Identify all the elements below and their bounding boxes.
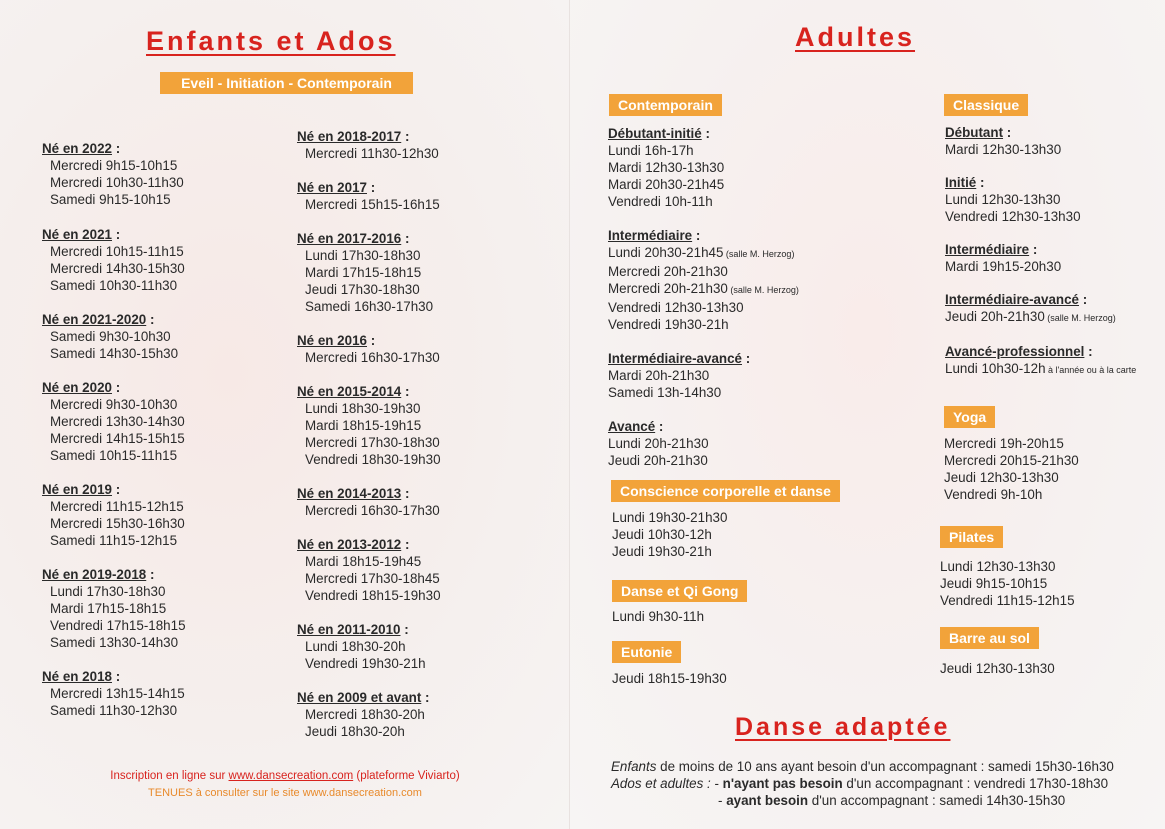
age-group: [42, 311, 178, 362]
class-time: Vendredi 9h-10h: [944, 487, 1043, 502]
registration-suffix: (plateforme Viviarto): [353, 770, 460, 782]
age-group-heading: Né en 2021 :: [42, 227, 121, 242]
level-heading: Débutant-initié :: [608, 126, 710, 141]
class-time: Lundi 12h30-13h30: [945, 192, 1061, 207]
adapted-children-text: de moins de 10 ans ayant besoin d'un accompagnant : samedi 15h30-16h30: [656, 759, 1114, 774]
class-time: Mercredi 15h15-16h15: [305, 197, 440, 212]
adults-title: Adultes: [795, 22, 916, 52]
yoga-schedule: [944, 435, 1079, 503]
tag-conscience: Conscience corporelle et danse: [611, 480, 840, 502]
class-time: Jeudi 18h15-19h30: [612, 671, 727, 686]
level-heading: Avancé :: [608, 419, 664, 434]
class-time: Jeudi 20h-21h30 (salle M. Herzog): [945, 309, 1116, 324]
class-time: Jeudi 10h30-12h: [612, 527, 712, 542]
age-group-label: Né en 2021-2020: [42, 312, 147, 327]
age-group-label: Né en 2019: [42, 482, 112, 497]
age-group: [297, 383, 441, 468]
level-label: Débutant: [945, 125, 1004, 140]
outfit-note: TENUES à consulter sur le site www.dansecreation.com: [148, 787, 422, 799]
class-time: Mardi 17h15-18h15: [50, 601, 167, 616]
conscience-schedule: [612, 509, 727, 560]
age-group-heading: Né en 2011-2010 :: [297, 622, 409, 637]
age-group-heading: Né en 2009 et avant :: [297, 690, 430, 705]
age-group-label: Né en 2016: [297, 333, 367, 348]
qigong-schedule: [612, 608, 704, 625]
class-time: Mardi 17h15-18h15: [305, 265, 422, 280]
registration-note: [0, 770, 570, 782]
class-time: Lundi 9h30-11h: [612, 609, 705, 624]
level-label: Intermédiaire: [608, 228, 693, 243]
class-time: Vendredi 12h30-13h30: [608, 300, 744, 315]
class-time: Samedi 10h30-11h30: [50, 278, 178, 293]
class-time: Mercredi 17h30-18h30: [305, 435, 440, 450]
age-group: [42, 481, 185, 549]
age-group-heading: Né en 2018 :: [42, 669, 121, 684]
age-group-heading: Né en 2014-2013 :: [297, 486, 410, 501]
level-heading: Initié :: [945, 175, 985, 190]
age-group-label: Né en 2009 et avant: [297, 690, 422, 705]
adapted-line-teens-no-helper: [611, 775, 1108, 792]
barre-schedule: [940, 660, 1055, 677]
age-group-heading: Né en 2018-2017 :: [297, 129, 410, 144]
class-time: Jeudi 19h30-21h: [612, 544, 712, 559]
age-group: [297, 128, 439, 162]
class-time: Mercredi 13h30-14h30: [50, 414, 185, 429]
level-label: Avancé: [608, 419, 656, 434]
level-label: Initié: [945, 175, 977, 190]
level-group: [945, 343, 1136, 379]
class-time: Mardi 18h15-19h15: [305, 418, 422, 433]
eutonie-schedule: [612, 670, 727, 687]
class-time: Mercredi 13h15-14h15: [50, 686, 185, 701]
age-group-label: Né en 2014-2013: [297, 486, 402, 501]
level-group: [945, 241, 1136, 275]
age-group-heading: Né en 2017-2016 :: [297, 231, 410, 246]
class-time: Mardi 12h30-13h30: [945, 142, 1062, 157]
level-group: [608, 125, 799, 210]
age-group-heading: Né en 2013-2012 :: [297, 537, 410, 552]
page-fold: [569, 0, 570, 829]
adapted-helper-text: d'un accompagnant : samedi 14h30-15h30: [808, 793, 1066, 808]
age-group-heading: Né en 2016 :: [297, 333, 376, 348]
age-group: [297, 179, 440, 213]
level-heading: Intermédiaire :: [608, 228, 701, 243]
class-time: Samedi 11h30-12h30: [50, 703, 178, 718]
registration-prefix: Inscription en ligne sur: [110, 770, 229, 782]
level-heading: Intermédiaire-avancé :: [608, 351, 751, 366]
level-label: Intermédiaire-avancé: [945, 292, 1079, 307]
level-group: [945, 124, 1136, 158]
adapted-teens-label: Ados et adultes :: [611, 776, 711, 791]
classique-schedule: [945, 124, 1136, 379]
class-time: Mercredi 19h-20h15: [944, 436, 1064, 451]
level-label: Intermédiaire: [945, 242, 1030, 257]
class-time: Samedi 16h30-17h30: [305, 299, 434, 314]
class-time: Samedi 14h30-15h30: [50, 346, 179, 361]
level-heading: Intermédiaire :: [945, 242, 1038, 257]
class-note: (salle M. Herzog): [723, 249, 795, 259]
class-time: Mardi 20h30-21h45: [608, 177, 725, 192]
class-time: Mardi 20h-21h30: [608, 368, 710, 383]
pilates-schedule: [940, 558, 1075, 609]
class-time: Jeudi 20h-21h30: [608, 453, 708, 468]
tag-yoga: Yoga: [944, 406, 995, 428]
class-time: Mercredi 14h30-15h30: [50, 261, 185, 276]
age-group: [297, 230, 433, 315]
class-time: Lundi 20h-21h30: [608, 436, 709, 451]
age-group-label: Né en 2018-2017: [297, 129, 402, 144]
tag-classique: Classique: [944, 94, 1028, 116]
level-heading: Intermédiaire-avancé :: [945, 292, 1088, 307]
class-time: Vendredi 17h15-18h15: [50, 618, 186, 633]
level-group: [945, 291, 1136, 327]
class-time: Vendredi 18h15-19h30: [305, 588, 441, 603]
level-label: Avancé-professionnel: [945, 344, 1085, 359]
class-time: Samedi 10h15-11h15: [50, 448, 178, 463]
age-group-label: Né en 2022: [42, 141, 112, 156]
class-time: Samedi 9h15-10h15: [50, 192, 171, 207]
class-time: Jeudi 12h30-13h30: [944, 470, 1059, 485]
class-time: Mardi 19h15-20h30: [945, 259, 1062, 274]
age-group-label: Né en 2021: [42, 227, 112, 242]
age-group: [297, 536, 441, 604]
level-group: [945, 174, 1136, 225]
class-time: Lundi 20h30-21h45 (salle M. Herzog): [608, 245, 795, 260]
class-time: Lundi 19h30-21h30: [612, 510, 728, 525]
age-group-heading: Né en 2020 :: [42, 380, 121, 395]
age-group-label: Né en 2019-2018: [42, 567, 147, 582]
class-time: Samedi 13h-14h30: [608, 385, 722, 400]
adapted-line-children: [611, 758, 1114, 775]
class-time: Samedi 13h30-14h30: [50, 635, 179, 650]
tag-eutonie: Eutonie: [612, 641, 681, 663]
tag-qigong: Danse et Qi Gong: [612, 580, 747, 602]
contemporain-schedule: [608, 125, 799, 469]
class-time: Mardi 18h15-19h45: [305, 554, 422, 569]
class-time: Mercredi 20h-21h30 (salle M. Herzog): [608, 281, 799, 296]
age-group-label: Né en 2020: [42, 380, 112, 395]
class-time: Jeudi 12h30-13h30: [940, 661, 1055, 676]
age-group: [42, 226, 185, 294]
class-time: Samedi 9h30-10h30: [50, 329, 171, 344]
class-time: Vendredi 10h-11h: [608, 194, 713, 209]
age-group-heading: Né en 2019 :: [42, 482, 121, 497]
level-heading: Débutant :: [945, 125, 1012, 140]
class-note: à l'année ou à la carte: [1045, 365, 1137, 375]
adapted-dance-title: Danse adaptée: [735, 713, 951, 741]
class-time: Vendredi 18h30-19h30: [305, 452, 441, 467]
age-group: [42, 379, 185, 464]
kids-title: Enfants et Ados: [146, 26, 396, 56]
level-group: [608, 418, 799, 469]
class-time: Jeudi 9h15-10h15: [940, 576, 1048, 591]
class-time: Mercredi 16h30-17h30: [305, 350, 440, 365]
age-group: [42, 566, 186, 651]
age-group-label: Né en 2018: [42, 669, 112, 684]
class-time: Lundi 16h-17h: [608, 143, 694, 158]
class-time: Mercredi 10h15-11h15: [50, 244, 184, 259]
class-time: Mercredi 20h-21h30: [608, 264, 728, 279]
adapted-line-teens-helper: [718, 792, 1065, 809]
class-time: Jeudi 17h30-18h30: [305, 282, 420, 297]
class-time: Lundi 10h30-12h à l'année ou à la carte: [945, 361, 1137, 376]
adapted-children-label: Enfants: [611, 759, 657, 774]
class-time: Mercredi 15h30-16h30: [50, 516, 185, 531]
class-time: Mercredi 16h30-17h30: [305, 503, 440, 518]
adapted-no-helper-bold: n'ayant pas besoin: [722, 776, 843, 791]
class-note: (salle M. Herzog): [1044, 313, 1116, 323]
class-time: Lundi 18h30-20h: [305, 639, 406, 654]
kids-subtitle-tag: Eveil - Initiation - Contemporain: [160, 72, 413, 94]
class-time: Samedi 11h15-12h15: [50, 533, 178, 548]
age-group-heading: Né en 2019-2018 :: [42, 567, 155, 582]
tag-contemporain: Contemporain: [609, 94, 722, 116]
age-group-label: Né en 2015-2014: [297, 384, 402, 399]
website-link[interactable]: www.dansecreation.com: [228, 770, 354, 782]
level-heading: Avancé-professionnel :: [945, 344, 1093, 359]
dash: -: [718, 793, 727, 808]
class-time: Mardi 12h30-13h30: [608, 160, 725, 175]
age-group: [297, 621, 426, 672]
class-time: Mercredi 11h30-12h30: [305, 146, 439, 161]
class-time: Mercredi 9h30-10h30: [50, 397, 178, 412]
class-time: Lundi 17h30-18h30: [50, 584, 166, 599]
class-time: Jeudi 18h30-20h: [305, 724, 405, 739]
level-label: Débutant-initié: [608, 126, 702, 141]
level-label: Intermédiaire-avancé: [608, 351, 742, 366]
age-group: [42, 140, 184, 208]
age-group: [297, 332, 440, 366]
class-time: Lundi 17h30-18h30: [305, 248, 421, 263]
class-time: Mercredi 14h15-15h15: [50, 431, 185, 446]
class-time: Mercredi 10h30-11h30: [50, 175, 184, 190]
class-time: Mercredi 11h15-12h15: [50, 499, 184, 514]
age-group-heading: Né en 2017 :: [297, 180, 376, 195]
age-group-heading: Né en 2015-2014 :: [297, 384, 410, 399]
age-group-heading: Né en 2021-2020 :: [42, 312, 155, 327]
level-group: [608, 350, 799, 401]
class-time: Vendredi 11h15-12h15: [940, 593, 1075, 608]
class-time: Vendredi 19h30-21h: [608, 317, 729, 332]
class-time: Lundi 12h30-13h30: [940, 559, 1056, 574]
age-group-label: Né en 2017-2016: [297, 231, 402, 246]
age-group-label: Né en 2013-2012: [297, 537, 402, 552]
class-time: Lundi 18h30-19h30: [305, 401, 421, 416]
dash: -: [710, 776, 723, 791]
age-group-heading: Né en 2022 :: [42, 141, 121, 156]
tag-barre-au-sol: Barre au sol: [940, 627, 1039, 649]
tag-pilates: Pilates: [940, 526, 1003, 548]
class-time: Mercredi 17h30-18h45: [305, 571, 440, 586]
adapted-no-helper-text: d'un accompagnant : vendredi 17h30-18h30: [842, 776, 1109, 791]
age-group: [42, 668, 185, 719]
class-note: (salle M. Herzog): [727, 285, 799, 295]
class-time: Mercredi 9h15-10h15: [50, 158, 178, 173]
age-group: [297, 689, 430, 740]
class-time: Mercredi 20h15-21h30: [944, 453, 1079, 468]
age-group-label: Né en 2017: [297, 180, 367, 195]
adapted-helper-bold: ayant besoin: [726, 793, 809, 808]
class-time: Vendredi 19h30-21h: [305, 656, 426, 671]
class-time: Vendredi 12h30-13h30: [945, 209, 1081, 224]
age-group-label: Né en 2011-2010: [297, 622, 401, 637]
level-group: [608, 227, 799, 333]
class-time: Mercredi 18h30-20h: [305, 707, 425, 722]
age-group: [297, 485, 440, 519]
